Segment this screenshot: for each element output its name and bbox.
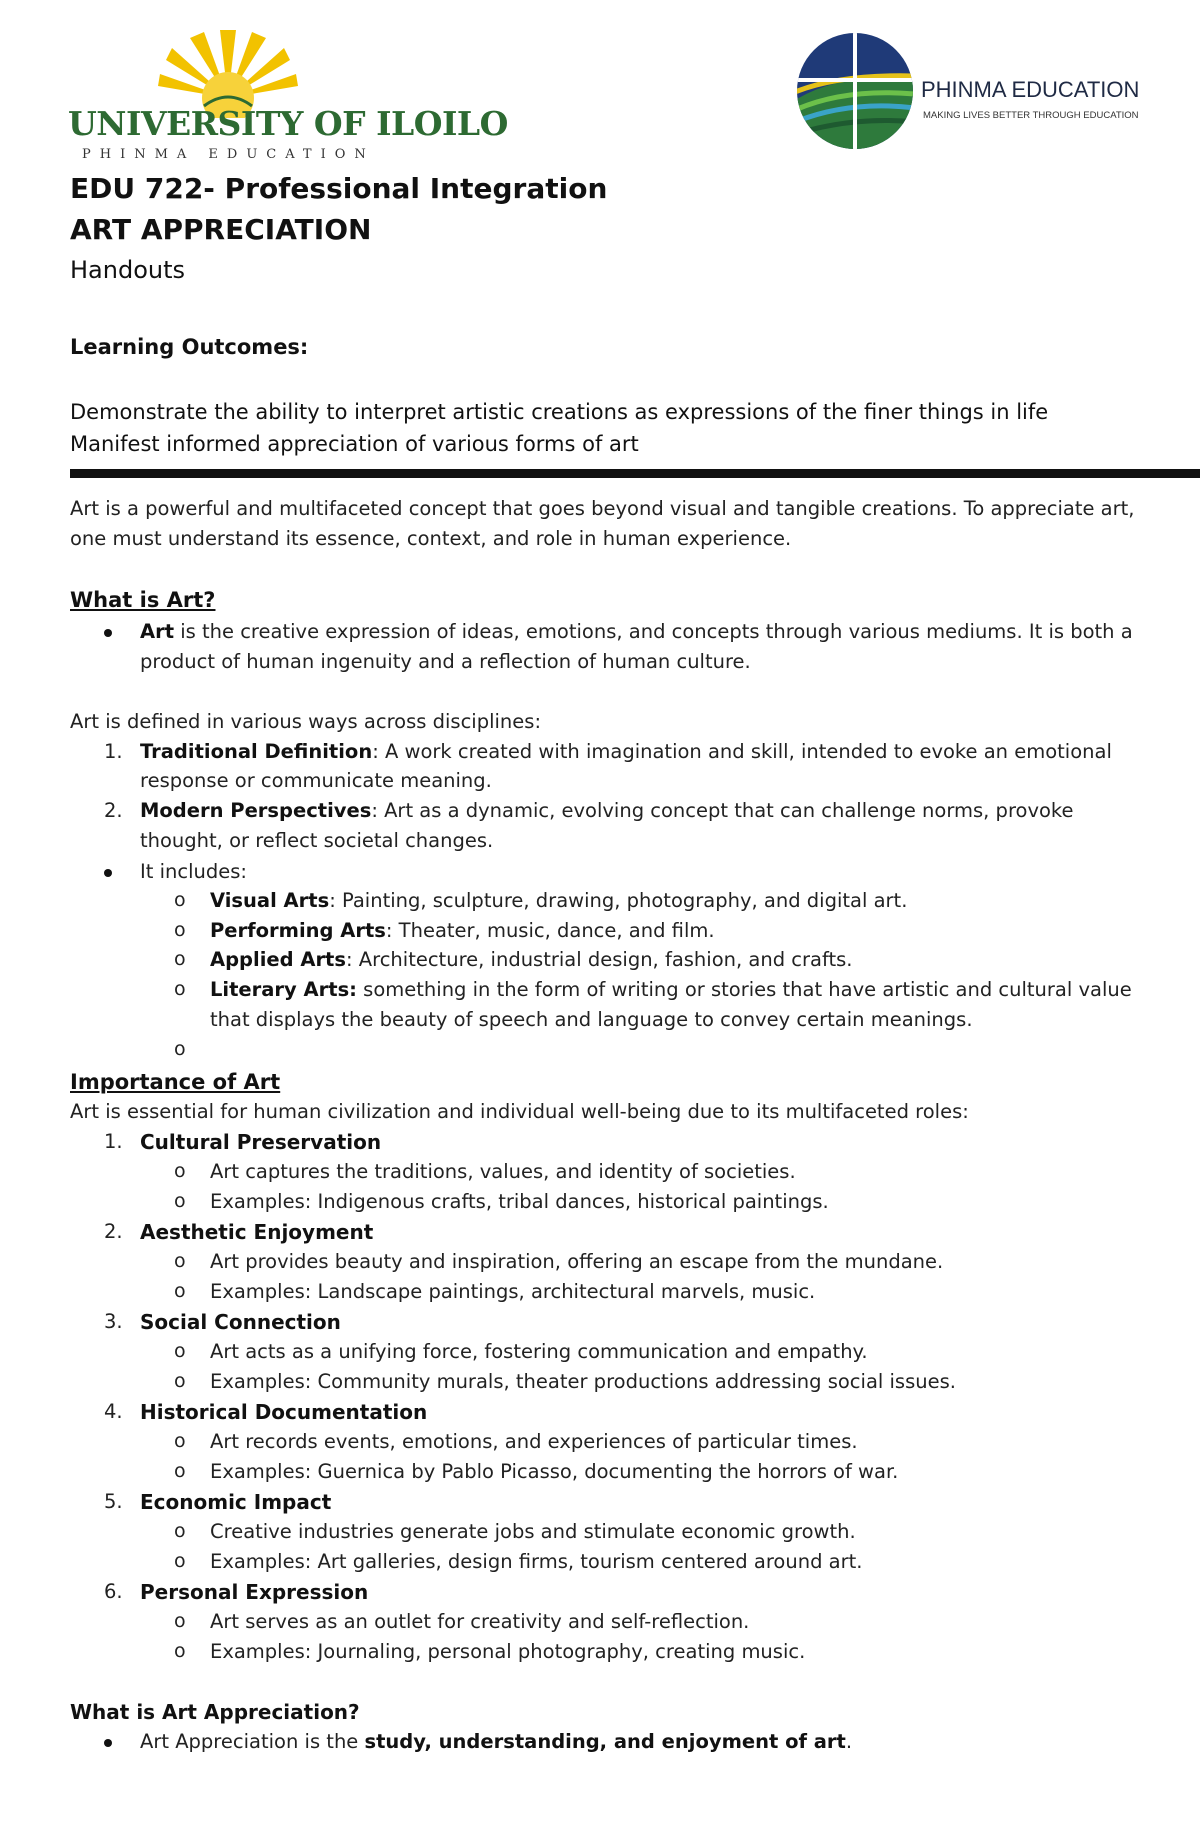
university-logo-name: UNIVERSITY OF ILOILO xyxy=(68,104,508,143)
art-form-item: Performing Arts: Theater, music, dance, and film. xyxy=(210,919,715,942)
sub-bullet-icon: o xyxy=(174,889,186,911)
bullet-icon xyxy=(104,629,112,637)
importance-point: Creative industries generate jobs and stimulate economic growth. xyxy=(210,1520,856,1543)
list-number: 2. xyxy=(104,799,123,822)
importance-point: Examples: Guernica by Pablo Picasso, documenting the horrors of war. xyxy=(210,1460,899,1483)
sub-bullet-icon: o xyxy=(174,1190,186,1212)
sub-bullet-icon: o xyxy=(174,919,186,941)
sub-bullet-icon: o xyxy=(174,1250,186,1272)
list-number: 6. xyxy=(104,1580,123,1603)
importance-heading: Importance of Art xyxy=(70,1070,281,1094)
sub-bullet-icon: o xyxy=(174,1280,186,1302)
list-number: 2. xyxy=(104,1220,123,1243)
importance-item-title: Aesthetic Enjoyment xyxy=(140,1220,374,1244)
includes-label: It includes: xyxy=(140,860,247,883)
bullet-icon xyxy=(104,869,112,877)
intro-line: Art is a powerful and multifaceted concept that goes beyond visual and tangible creations. To appreciate art, xyxy=(70,497,1135,520)
art-form-item: Applied Arts: Architecture, industrial design, fashion, and crafts. xyxy=(210,948,853,971)
sub-bullet-icon: o xyxy=(174,1460,186,1482)
definition-item: Modern Perspectives: Art as a dynamic, evolving concept that can challenge norms, provoke xyxy=(140,799,1074,822)
sub-bullet-icon: o xyxy=(174,948,186,970)
art-form-item: Visual Arts: Painting, sculpture, drawing, photography, and digital art. xyxy=(210,889,908,912)
sub-bullet-icon: o xyxy=(174,1160,186,1182)
importance-item-title: Personal Expression xyxy=(140,1580,369,1604)
list-number: 3. xyxy=(104,1310,123,1333)
what-is-art-heading: What is Art? xyxy=(70,588,216,612)
university-logo-sub: PHINMA EDUCATION xyxy=(82,147,375,162)
list-number: 1. xyxy=(104,740,123,763)
importance-point: Examples: Landscape paintings, architectural marvels, music. xyxy=(210,1280,816,1303)
appreciation-definition: Art Appreciation is the study, understanding, and enjoyment of art. xyxy=(140,1730,853,1753)
sub-bullet-icon: o xyxy=(174,1550,186,1572)
learning-outcome-item: Demonstrate the ability to interpret artistic creations as expressions of the finer things in life xyxy=(70,400,1049,424)
sub-bullet-icon: o xyxy=(174,1640,186,1662)
course-title: EDU 722- Professional Integration xyxy=(70,172,608,205)
phinma-globe-icon xyxy=(795,30,915,152)
importance-point: Examples: Indigenous crafts, tribal dances, historical paintings. xyxy=(210,1190,829,1213)
section-divider xyxy=(70,469,1200,478)
art-form-item-cont: that displays the beauty of speech and language to convey certain meanings. xyxy=(210,1008,973,1031)
university-logo xyxy=(68,28,508,164)
subject-title: ART APPRECIATION xyxy=(70,213,372,246)
importance-item-title: Cultural Preservation xyxy=(140,1130,382,1154)
importance-point: Examples: Art galleries, design firms, tourism centered around art. xyxy=(210,1550,863,1573)
art-form-item: Literary Arts: something in the form of writing or stories that have artistic and cultural value xyxy=(210,978,1132,1001)
importance-intro: Art is essential for human civilization and individual well-being due to its multifaceted roles: xyxy=(70,1100,969,1123)
sub-bullet-icon: o xyxy=(174,1430,186,1452)
definition-item-cont: response or communicate meaning. xyxy=(140,769,492,792)
sub-bullet-icon: o xyxy=(174,1370,186,1392)
phinma-logo xyxy=(795,30,1175,155)
learning-outcomes-heading: Learning Outcomes: xyxy=(70,335,309,359)
list-number: 1. xyxy=(104,1130,123,1153)
handouts-label: Handouts xyxy=(70,256,186,284)
importance-item-title: Economic Impact xyxy=(140,1490,332,1514)
importance-point: Art records events, emotions, and experiences of particular times. xyxy=(210,1430,858,1453)
definition-item-cont: thought, or reflect societal changes. xyxy=(140,829,494,852)
definition-item: Traditional Definition: A work created with imagination and skill, intended to evoke an emotional xyxy=(140,740,1112,763)
intro-line: one must understand its essence, context, and role in human experience. xyxy=(70,527,792,550)
importance-point: Examples: Journaling, personal photography, creating music. xyxy=(210,1640,806,1663)
importance-point: Art captures the traditions, values, and identity of societies. xyxy=(210,1160,796,1183)
art-definition-line: Art is the creative expression of ideas, emotions, and concepts through various mediums. It is both a xyxy=(140,620,1133,643)
list-number: 5. xyxy=(104,1490,123,1513)
importance-item-title: Historical Documentation xyxy=(140,1400,428,1424)
phinma-logo-tagline: MAKING LIVES BETTER THROUGH EDUCATION xyxy=(923,110,1139,121)
defined-intro: Art is defined in various ways across disciplines: xyxy=(70,710,542,733)
importance-point: Art serves as an outlet for creativity and self-reflection. xyxy=(210,1610,750,1633)
phinma-logo-title: PHINMA EDUCATION xyxy=(921,77,1140,102)
appreciation-heading: What is Art Appreciation? xyxy=(70,1700,360,1724)
sub-bullet-icon: o xyxy=(174,1610,186,1632)
sub-bullet-icon: o xyxy=(174,1340,186,1362)
bullet-icon xyxy=(104,1739,112,1747)
learning-outcome-item: Manifest informed appreciation of various forms of art xyxy=(70,432,639,456)
importance-point: Art provides beauty and inspiration, offering an escape from the mundane. xyxy=(210,1250,944,1273)
sub-bullet-icon: o xyxy=(174,1038,186,1060)
art-definition-line: product of human ingenuity and a reflection of human culture. xyxy=(140,650,751,673)
sub-bullet-icon: o xyxy=(174,978,186,1000)
importance-point: Examples: Community murals, theater productions addressing social issues. xyxy=(210,1370,956,1393)
list-number: 4. xyxy=(104,1400,123,1423)
importance-item-title: Social Connection xyxy=(140,1310,341,1334)
sub-bullet-icon: o xyxy=(174,1520,186,1542)
importance-point: Art acts as a unifying force, fostering communication and empathy. xyxy=(210,1340,868,1363)
